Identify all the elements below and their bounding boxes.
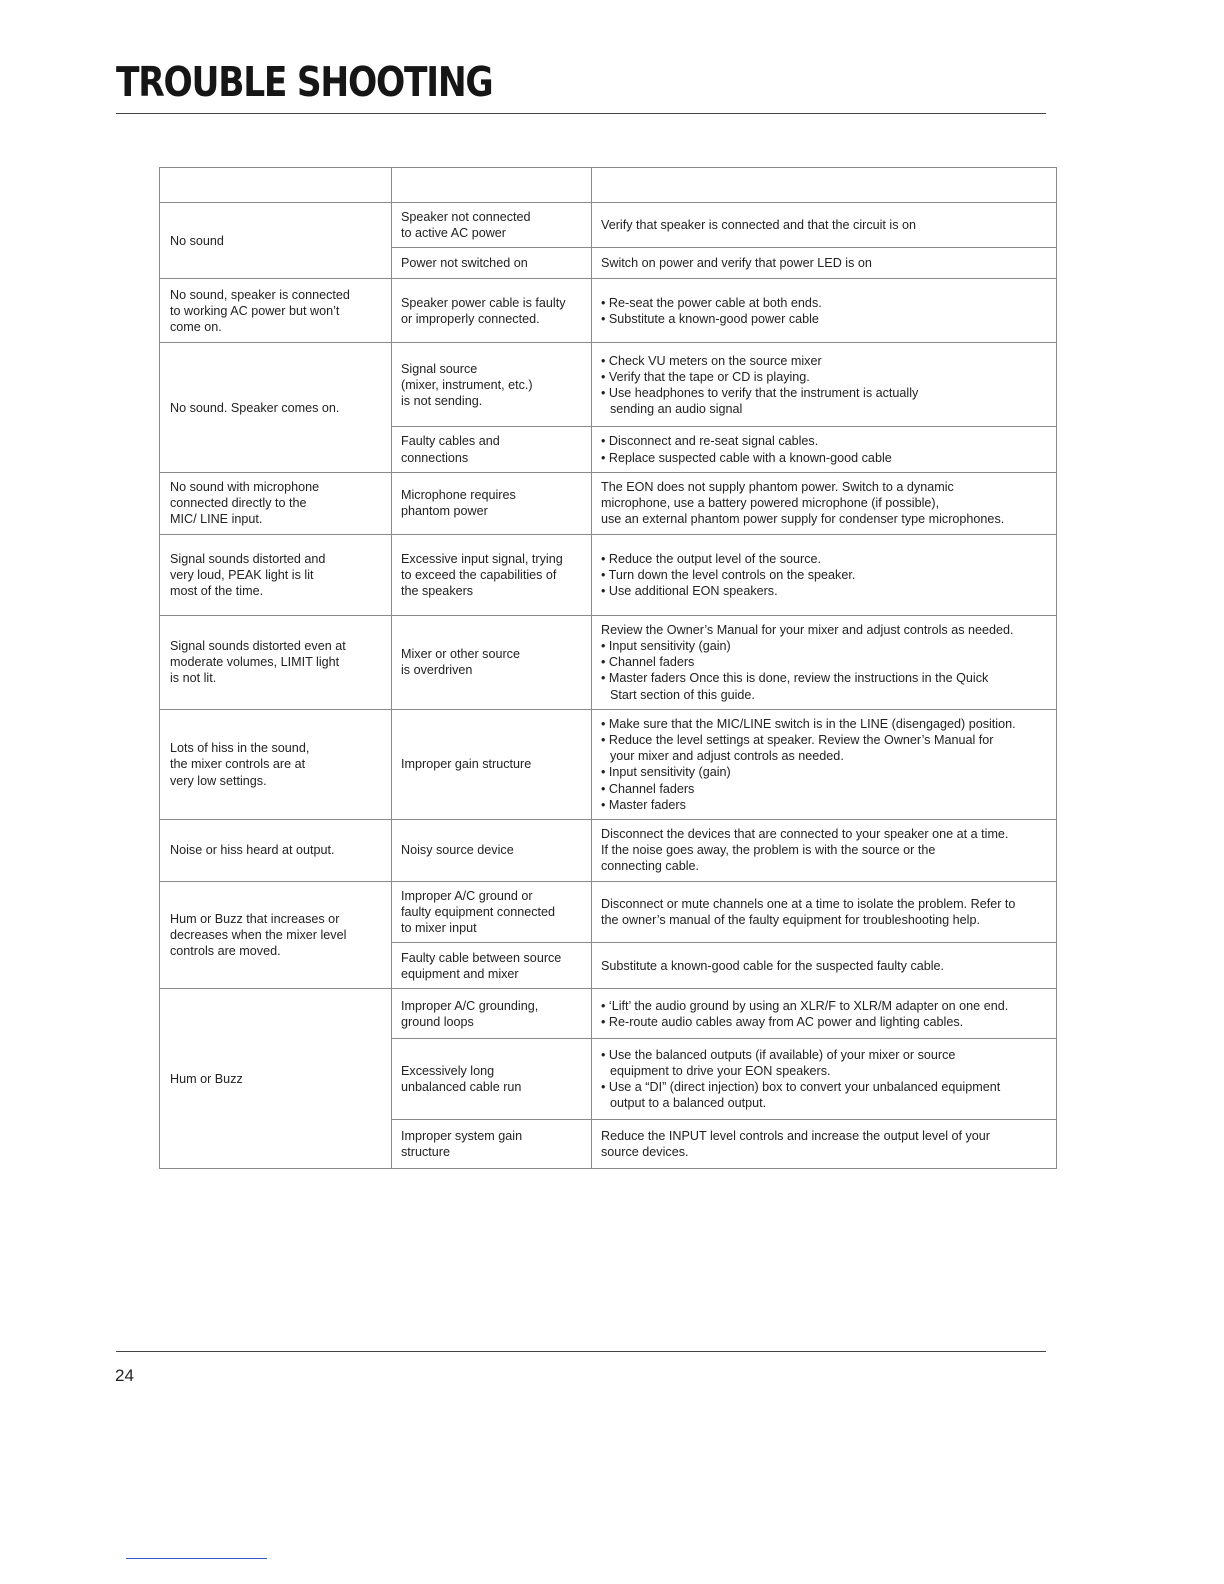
- text-line: the speakers: [401, 583, 474, 598]
- symptom-cell: [160, 881, 392, 989]
- text-line: No sound, speaker is connected: [170, 287, 350, 302]
- cause-cell: [392, 427, 592, 472]
- table-row: [160, 881, 1057, 943]
- solution-line: • Master faders: [601, 797, 686, 812]
- footer-rule: [116, 1351, 1046, 1352]
- troubleshooting-table: [159, 167, 1057, 1169]
- text-line: ground loops: [401, 1014, 474, 1029]
- text-line: Excessively long: [401, 1064, 495, 1079]
- solution-line: If the noise goes away, the problem is with the source or the: [601, 843, 936, 858]
- solution-line: Substitute a known-good cable for the suspected faulty cable.: [601, 958, 945, 973]
- table-header-row: [160, 168, 1057, 203]
- cause-cell: [392, 709, 592, 819]
- solution-line: The EON does not supply phantom power. Switch to a dynamic: [601, 480, 954, 494]
- text-line: equipment and mixer: [401, 966, 519, 981]
- solution-cell: [592, 881, 1057, 943]
- text-line: structure: [401, 1145, 450, 1160]
- page-title: TROUBLE SHOOTING: [116, 58, 493, 106]
- solution-line: connecting cable.: [601, 859, 700, 874]
- troubleshooting-table-body: [160, 168, 1057, 1169]
- text-line: faulty equipment connected: [401, 904, 556, 919]
- footer-link-underline: [126, 1558, 267, 1559]
- solution-cell: [592, 427, 1057, 472]
- solution-cell: [592, 1120, 1057, 1169]
- solution-cell: [592, 343, 1057, 427]
- solution-line: • Make sure that the MIC/LINE switch is in the LINE (disengaged) position.: [601, 716, 1016, 731]
- solution-line: • Channel faders: [601, 655, 695, 670]
- text-line: Speaker power cable is faulty: [401, 295, 566, 310]
- solution-cell: [592, 615, 1057, 709]
- cause-cell: [392, 343, 592, 427]
- text-line: (mixer, instrument, etc.): [401, 377, 533, 392]
- solution-line: • ‘Lift’ the audio ground by using an XLR/F to XLR/M adapter on one end.: [601, 998, 1009, 1013]
- text-line: MIC/ LINE input.: [170, 512, 263, 527]
- text-line: Noisy source device: [401, 843, 514, 858]
- solution-line: Disconnect or mute channels one at a time to isolate the problem. Refer to: [601, 896, 1016, 911]
- table-row: [160, 615, 1057, 709]
- solution-line: • Use a “DI” (direct injection) box to convert your unbalanced equipment: [601, 1080, 1001, 1095]
- text-line: Improper A/C grounding,: [401, 998, 539, 1013]
- cause-cell: [392, 279, 592, 343]
- solution-line: • Use headphones to verify that the instrument is actually: [601, 385, 919, 400]
- text-line: or improperly connected.: [401, 311, 540, 326]
- text-line: phantom power: [401, 504, 488, 519]
- solution-line: • Verify that the tape or CD is playing.: [601, 369, 810, 384]
- solution-line: • Master faders Once this is done, review the instructions in the Quick: [601, 671, 989, 686]
- text-line: Microphone requires: [401, 488, 516, 503]
- cause-cell: [392, 203, 592, 248]
- solution-line: source devices.: [601, 1145, 689, 1160]
- cause-cell: [392, 881, 592, 943]
- table-row: [160, 279, 1057, 343]
- text-line: most of the time.: [170, 583, 264, 598]
- text-line: is not sending.: [401, 394, 483, 408]
- text-line: Noise or hiss heard at output.: [170, 843, 335, 858]
- header-cell-cause: [392, 168, 592, 203]
- text-line: No sound: [170, 233, 224, 248]
- table-row: [160, 709, 1057, 819]
- text-line: Speaker not connected: [401, 210, 531, 224]
- solution-line: the owner’s manual of the faulty equipment for troubleshooting help.: [601, 912, 980, 927]
- table-row: [160, 203, 1057, 248]
- symptom-cell: [160, 472, 392, 534]
- page-number: 24: [115, 1366, 134, 1385]
- text-line: to working AC power but won’t: [170, 303, 340, 318]
- symptom-cell: [160, 989, 392, 1169]
- table-row: [160, 472, 1057, 534]
- table-row: [160, 534, 1057, 615]
- text-line: decreases when the mixer level: [170, 927, 347, 942]
- solution-line: • Input sensitivity (gain): [601, 639, 731, 654]
- text-line: moderate volumes, LIMIT light: [170, 655, 340, 670]
- cause-cell: [392, 615, 592, 709]
- solution-line: • Input sensitivity (gain): [601, 765, 731, 780]
- solution-line: output to a balanced output.: [610, 1096, 767, 1111]
- solution-line: use an external phantom power supply for condenser type microphones.: [601, 512, 1005, 527]
- text-line: Signal sounds distorted even at: [170, 639, 346, 654]
- text-line: is not lit.: [170, 671, 217, 686]
- text-line: Excessive input signal, trying: [401, 551, 563, 566]
- solution-line: microphone, use a battery powered microphone (if possible),: [601, 496, 940, 511]
- solution-cell: [592, 943, 1057, 989]
- solution-line: • Substitute a known-good power cable: [601, 311, 819, 326]
- header-cell-symptom: [160, 168, 392, 203]
- solution-line: • Channel faders: [601, 781, 695, 796]
- text-line: Improper gain structure: [401, 757, 532, 772]
- text-line: No sound. Speaker comes on.: [170, 400, 340, 415]
- text-line: Improper system gain: [401, 1129, 523, 1144]
- text-line: Power not switched on: [401, 256, 528, 271]
- cause-cell: [392, 534, 592, 615]
- solution-line: Review the Owner’s Manual for your mixer and adjust controls as needed.: [601, 622, 1014, 637]
- cause-cell: [392, 1039, 592, 1120]
- cause-cell: [392, 989, 592, 1039]
- text-line: unbalanced cable run: [401, 1080, 522, 1095]
- solution-cell: [592, 709, 1057, 819]
- solution-cell: [592, 472, 1057, 534]
- solution-line: Disconnect the devices that are connected to your speaker one at a time.: [601, 827, 1009, 842]
- text-line: controls are moved.: [170, 944, 281, 959]
- text-line: is overdriven: [401, 663, 473, 678]
- solution-line: your mixer and adjust controls as needed.: [610, 749, 844, 764]
- text-line: the mixer controls are at: [170, 757, 306, 772]
- solution-line: • Turn down the level controls on the speaker.: [601, 567, 856, 582]
- solution-cell: [592, 534, 1057, 615]
- cause-cell: [392, 1120, 592, 1169]
- solution-cell: [592, 989, 1057, 1039]
- symptom-cell: [160, 709, 392, 819]
- solution-line: • Use the balanced outputs (if available) of your mixer or source: [601, 1047, 956, 1062]
- text-line: Faulty cable between source: [401, 950, 562, 965]
- cause-cell: [392, 820, 592, 882]
- symptom-cell: [160, 343, 392, 472]
- text-line: connections: [401, 450, 469, 465]
- solution-line: Verify that speaker is connected and that the circuit is on: [601, 218, 917, 233]
- solution-line: sending an audio signal: [610, 402, 743, 417]
- solution-line: • Re-seat the power cable at both ends.: [601, 295, 822, 310]
- header-cell-solution: [592, 168, 1057, 203]
- text-line: Hum or Buzz that increases or: [170, 911, 340, 926]
- solution-cell: [592, 279, 1057, 343]
- text-line: to exceed the capabilities of: [401, 567, 557, 582]
- symptom-cell: [160, 203, 392, 279]
- solution-line: • Reduce the output level of the source.: [601, 551, 822, 566]
- solution-line: Switch on power and verify that power LED is on: [601, 256, 872, 271]
- table-row: [160, 820, 1057, 882]
- solution-line: • Disconnect and re-seat signal cables.: [601, 434, 819, 449]
- text-line: very low settings.: [170, 773, 267, 788]
- text-line: come on.: [170, 320, 222, 334]
- symptom-cell: [160, 615, 392, 709]
- solution-line: Reduce the INPUT level controls and increase the output level of your: [601, 1129, 990, 1144]
- table-row: [160, 343, 1057, 427]
- cause-cell: [392, 943, 592, 989]
- text-line: Signal source: [401, 361, 478, 376]
- text-line: Signal sounds distorted and: [170, 551, 326, 566]
- text-line: very loud, PEAK light is lit: [170, 567, 314, 582]
- solution-line: • Re-route audio cables away from AC power and lighting cables.: [601, 1014, 964, 1029]
- solution-line: • Reduce the level settings at speaker. Review the Owner’s Manual for: [601, 733, 994, 748]
- header-rule: [116, 113, 1046, 114]
- solution-cell: [592, 1039, 1057, 1120]
- solution-cell: [592, 203, 1057, 248]
- cause-cell: [392, 248, 592, 279]
- solution-line: Start section of this guide.: [610, 687, 755, 702]
- text-line: to mixer input: [401, 921, 477, 936]
- text-line: Improper A/C ground or: [401, 888, 533, 903]
- solution-line: • Check VU meters on the source mixer: [601, 353, 822, 368]
- solution-line: equipment to drive your EON speakers.: [610, 1064, 831, 1079]
- symptom-cell: [160, 534, 392, 615]
- text-line: connected directly to the: [170, 496, 307, 511]
- solution-line: • Use additional EON speakers.: [601, 583, 778, 598]
- cause-cell: [392, 472, 592, 534]
- symptom-cell: [160, 820, 392, 882]
- solution-cell: [592, 248, 1057, 279]
- solution-line: • Replace suspected cable with a known-good cable: [601, 450, 892, 465]
- text-line: Faulty cables and: [401, 434, 500, 449]
- text-line: to active AC power: [401, 226, 506, 241]
- solution-cell: [592, 820, 1057, 882]
- text-line: Lots of hiss in the sound,: [170, 741, 310, 756]
- text-line: Hum or Buzz: [170, 1071, 243, 1086]
- symptom-cell: [160, 279, 392, 343]
- text-line: No sound with microphone: [170, 480, 320, 494]
- table-row: [160, 989, 1057, 1039]
- text-line: Mixer or other source: [401, 647, 520, 662]
